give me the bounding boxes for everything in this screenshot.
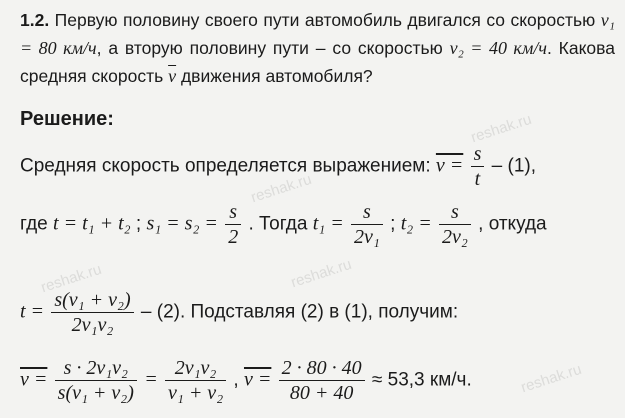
separator: ,	[233, 369, 239, 391]
fraction: $\frac{s}{t}$	[471, 142, 485, 191]
solution-line-4	[20, 356, 610, 405]
fraction: $\frac{s}{\text{2v₁}}$	[351, 200, 383, 249]
fraction: $\frac{\text{s · 2v₁v₂}}{\text{s(v₁ + v₂)}}$	[55, 356, 137, 405]
equation-tag: – (1),	[491, 155, 536, 177]
problem-statement	[20, 6, 615, 90]
solution-text: где	[20, 213, 48, 235]
formula-lhs: v =	[435, 154, 464, 177]
result: ≈ 53,3 км/ч.	[371, 369, 472, 391]
equals-sign: =	[144, 368, 158, 391]
formula: t =	[20, 300, 45, 323]
problem-text: Первую половину своего пути автомобиль двигался со скоростью	[54, 10, 596, 30]
formula-lhs: v =	[20, 368, 48, 391]
watermark: reshak.ru	[38, 260, 104, 297]
average-speed-symbol: $\overline{v}$	[168, 66, 177, 86]
equation-tag: – (2). Подставляя (2) в (1), получим:	[140, 301, 459, 323]
v1-value: v₁ = 80 км/ч	[20, 10, 615, 58]
problem-text: движения автомобиля?	[180, 66, 373, 86]
v2-value: v₂ = 40 км/ч	[449, 38, 547, 58]
problem-number: 1.2.	[20, 10, 50, 30]
watermark: reshak.ru	[288, 255, 354, 292]
solution-line-1	[20, 142, 610, 191]
problem-text: , а вторую половину пути – со скоростью	[96, 38, 443, 58]
solution-line-2	[20, 200, 610, 249]
watermark: reshak.ru	[468, 110, 534, 147]
fraction: $\frac{s}{2}$	[225, 200, 241, 249]
formula: t₁ =	[312, 212, 344, 235]
formula: t₂ =	[400, 212, 432, 235]
separator: ;	[390, 213, 396, 235]
solution-text: . Тогда	[248, 213, 308, 235]
solution-text: , откуда	[478, 213, 547, 235]
solution-line-3	[20, 288, 610, 337]
formula: t = t₁ + t₂	[53, 212, 131, 235]
separator: ;	[135, 213, 142, 235]
solution-text: Средняя скорость определяется выражением:	[20, 155, 431, 177]
solution-heading: Решение:	[20, 108, 114, 130]
watermark: reshak.ru	[518, 360, 584, 397]
fraction: $\frac{s}{\text{2v₂}}$	[439, 200, 471, 249]
fraction: $\frac{\text{2v₁v₂}}{\text{v₁ + v₂}}$	[165, 356, 226, 405]
fraction: $\frac{2 \cdot 80 \cdot 40}{80 + 40}$	[279, 356, 365, 405]
fraction: $\frac{\text{s(v₁ + v₂)}}{\text{2v₁v₂}}$	[51, 288, 133, 337]
watermark: reshak.ru	[248, 170, 314, 207]
formula: s₁ = s₂ =	[146, 212, 218, 235]
formula-lhs: v =	[243, 368, 272, 391]
problem-text: . Какова средняя скорость	[20, 38, 615, 86]
